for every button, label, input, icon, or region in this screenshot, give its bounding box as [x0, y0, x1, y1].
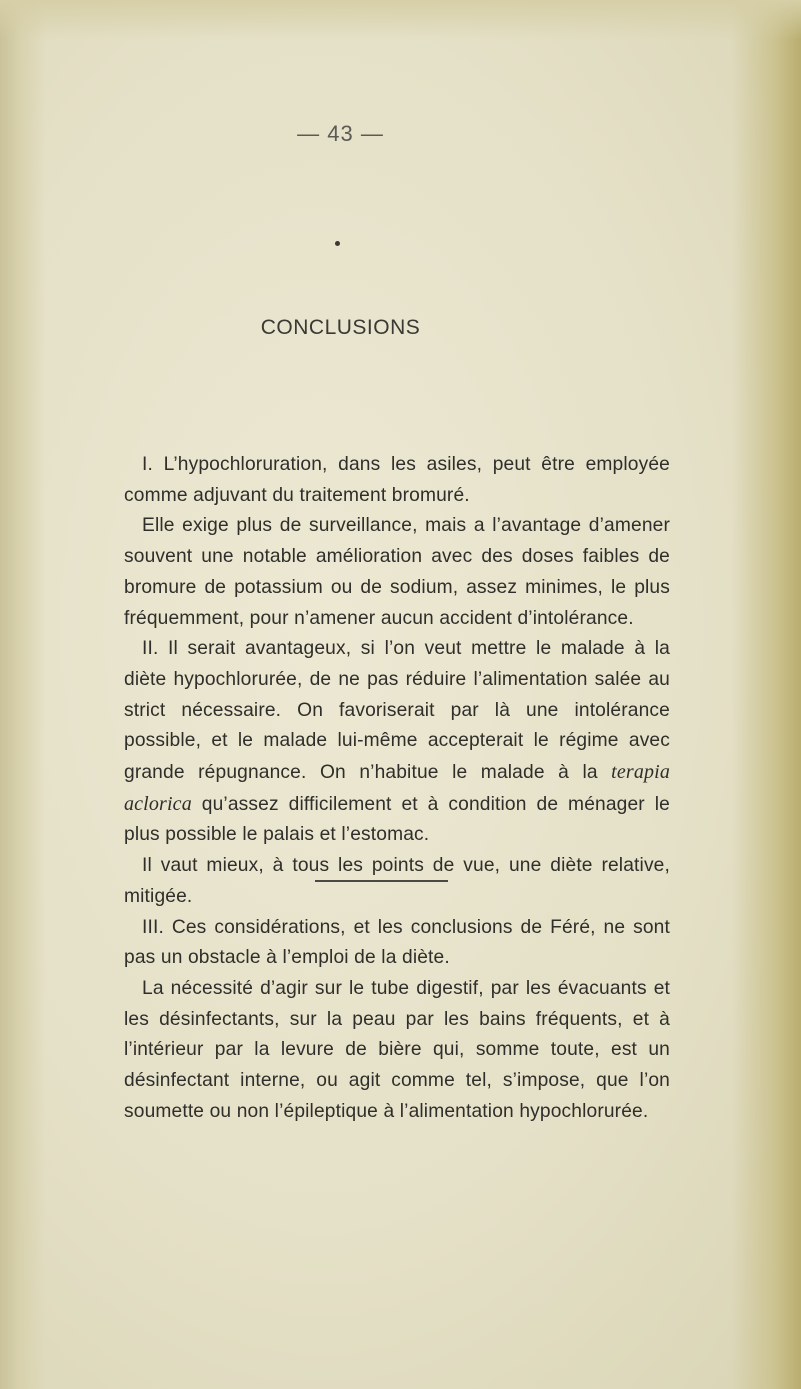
page-title: CONCLUSIONS	[260, 316, 421, 339]
page-edge-shadow-right	[731, 0, 801, 1389]
page-number: — 43 —	[297, 121, 384, 146]
page-edge-shadow-top	[0, 0, 801, 40]
conclusions-body	[124, 450, 670, 1127]
italic-term-terapia-aclorica: terapia aclorica	[124, 761, 670, 815]
paragraph-conclusion-1-detail: Elle exige plus de surveillance, mais a l’avantage d’amener souvent une notable amélioration avec des doses faibles de bromure de potassium ou de sodium, assez minimes, le plus fréquemment, pour n’amener aucun accident d’intolérance.	[124, 515, 670, 629]
paragraph-conclusion-2-text-a: II. Il serait avantageux, si l’on veut mettre le malade à la diète hypochlorurée, de ne pas réduire l’alimentation salée au strict nécessaire. On favoriserait par là une intolérance possible, et le malade lui-même accepterait le régime avec grande répugnance. On n’habitue le malade à la	[124, 638, 670, 784]
ink-dot	[335, 241, 340, 246]
paragraph-conclusion-1: I. L’hypochloruration, dans les asiles, peut être employée comme adjuvant du traitement bromuré.	[124, 454, 670, 506]
paragraph-conclusion-3: III. Ces considérations, et les conclusions de Féré, ne sont pas un obstacle à l’emploi de la diète.	[124, 916, 670, 969]
paragraph-conclusion-2	[124, 634, 670, 851]
paragraph-conclusion-2-text-b: qu’assez difficilement et à condition de ménager le plus possible le palais et l’estomac.	[124, 793, 670, 846]
closing-rule-divider	[315, 880, 448, 882]
paragraph-conclusion-2-detail: Il vaut mieux, à tous les points de vue, une diète relative, mitigée.	[124, 855, 670, 907]
paragraph-conclusion-3-detail: La nécessité d’agir sur le tube digestif, par les évacuants et les désinfectants, sur la peau par les bains fréquents, et à l’intérieur par la levure de bière qui, somme toute, est un désinfectant interne, ou agit comme tel, s’impose, que l’on soumette ou non l’épileptique à l’alimentation hypochlorurée.	[124, 977, 670, 1122]
page-edge-shadow-left	[0, 0, 46, 1389]
